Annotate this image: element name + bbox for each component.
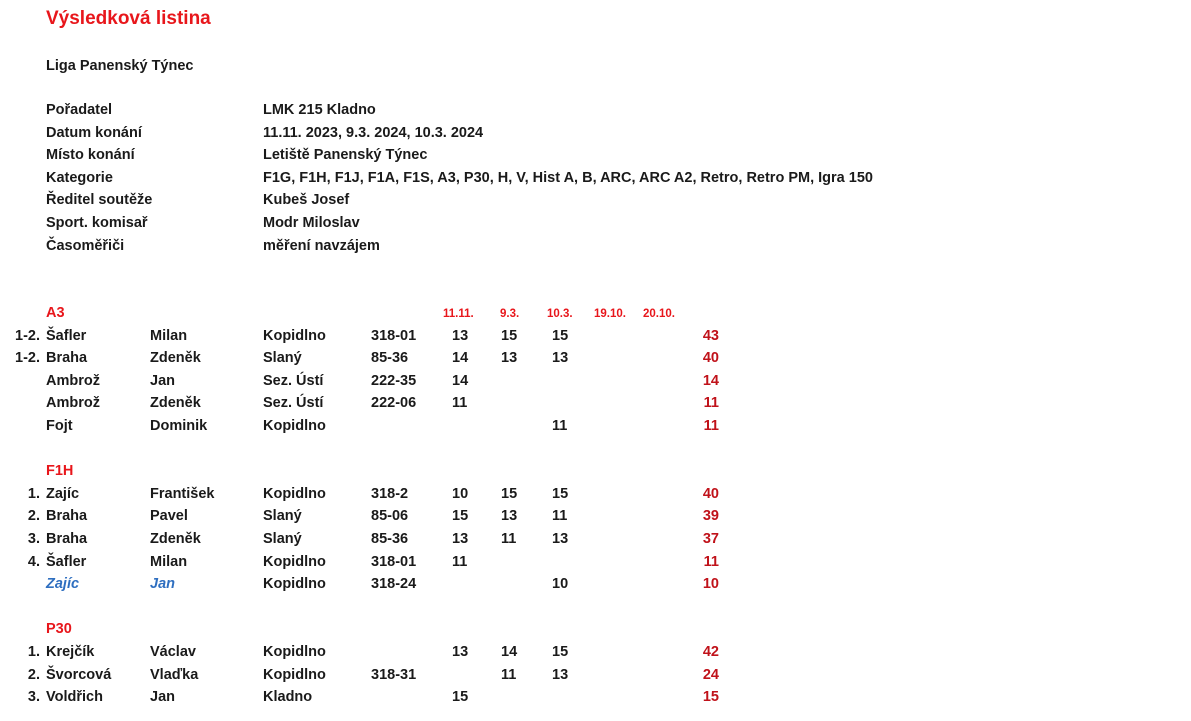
registration-number: 85-36 (371, 350, 409, 367)
league-name: Liga Panenský Týnec (46, 58, 194, 74)
club: Kopidlno (263, 553, 326, 570)
info-label: Ředitel soutěže (46, 192, 153, 209)
score-round-3: 15 (552, 485, 569, 502)
surname: Braha (46, 350, 88, 367)
rank: 1. (27, 644, 40, 660)
round-date-header: 9.3. (500, 308, 520, 320)
surname: Voldřich (46, 689, 103, 706)
surname: Krejčík (46, 644, 95, 660)
info-value: měření navzájem (263, 237, 380, 254)
total-score: 42 (702, 644, 719, 660)
info-label: Místo konání (46, 147, 135, 164)
category-heading: F1H (46, 463, 74, 480)
rank: 3. (27, 531, 40, 547)
total-score: 11 (703, 395, 719, 412)
club: Kopidlno (263, 644, 326, 660)
score-round-1: 11 (452, 395, 468, 412)
score-round-2: 11 (501, 666, 517, 683)
total-score: 24 (702, 666, 719, 683)
round-date-header: 19.10. (594, 308, 626, 320)
club: Kladno (263, 689, 313, 706)
total-score: 11 (703, 553, 719, 570)
surname: Šafler (46, 327, 87, 344)
score-round-1: 15 (452, 689, 469, 706)
total-score: 11 (703, 418, 719, 434)
surname: Braha (46, 508, 88, 525)
total-score: 40 (702, 485, 719, 502)
rank: 1-2. (15, 350, 40, 367)
first-name: František (150, 485, 215, 502)
total-score: 37 (702, 531, 719, 547)
info-value: Kubeš Josef (263, 192, 350, 209)
info-value: LMK 215 Kladno (263, 102, 376, 118)
total-score: 40 (702, 350, 719, 367)
club: Kopidlno (263, 418, 326, 434)
score-round-2: 15 (501, 485, 518, 502)
first-name: Zdeněk (150, 531, 201, 547)
score-round-3: 15 (552, 327, 569, 344)
score-round-3: 15 (552, 644, 569, 660)
score-round-2: 14 (501, 644, 518, 660)
info-value: 11.11. 2023, 9.3. 2024, 10.3. 2024 (263, 124, 484, 141)
registration-number: 222-35 (371, 372, 417, 389)
first-name: Pavel (150, 508, 188, 525)
surname: Zajíc (46, 485, 80, 502)
info-value: Modr Miloslav (263, 215, 360, 231)
info-label: Sport. komisař (46, 215, 148, 231)
score-round-1: 13 (452, 327, 469, 344)
score-round-3: 13 (552, 531, 569, 547)
registration-number: 318-24 (371, 576, 417, 593)
score-round-3: 13 (552, 350, 569, 367)
score-round-1: 14 (452, 350, 469, 367)
info-value: Letiště Panenský Týnec (263, 147, 428, 164)
score-round-2: 13 (501, 508, 518, 525)
rank: 3. (27, 689, 40, 706)
info-label: Pořadatel (46, 102, 113, 118)
first-name: Jan (150, 576, 175, 593)
score-round-1: 15 (452, 508, 469, 525)
first-name: Milan (150, 327, 188, 344)
total-score: 14 (702, 372, 719, 389)
total-score: 10 (702, 576, 719, 593)
surname: Braha (46, 531, 88, 547)
rank: 2. (27, 666, 40, 683)
surname: Fojt (46, 418, 73, 434)
score-round-1: 11 (452, 553, 468, 570)
score-round-3: 13 (552, 666, 569, 683)
first-name: Milan (150, 553, 188, 570)
rank: 1. (27, 485, 40, 502)
first-name: Jan (150, 689, 175, 706)
registration-number: 318-01 (371, 327, 417, 344)
total-score: 39 (702, 508, 719, 525)
info-label: Časoměřiči (46, 237, 125, 254)
surname: Ambrož (46, 395, 100, 412)
club: Sez. Ústí (263, 372, 324, 389)
round-date-header: 10.3. (547, 308, 573, 320)
total-score: 43 (702, 327, 719, 344)
page-title: Výsledková listina (46, 8, 211, 29)
surname: Švorcová (46, 666, 112, 683)
surname: Ambrož (46, 372, 100, 389)
registration-number: 85-36 (371, 531, 409, 547)
first-name: Jan (150, 372, 175, 389)
first-name: Zdeněk (150, 350, 201, 367)
rank: 4. (27, 553, 40, 570)
first-name: Dominik (150, 418, 208, 434)
category-heading: P30 (46, 621, 72, 638)
first-name: Václav (150, 644, 196, 660)
round-date-header: 11.11. (443, 308, 474, 320)
score-round-2: 15 (501, 327, 518, 344)
club: Slaný (263, 531, 302, 547)
round-date-header: 20.10. (643, 308, 675, 320)
score-round-1: 10 (452, 485, 469, 502)
info-label: Datum konání (46, 124, 142, 141)
category-heading: A3 (46, 305, 65, 321)
club: Slaný (263, 508, 302, 525)
registration-number: 318-2 (371, 485, 409, 502)
club: Slaný (263, 350, 302, 367)
total-score: 15 (702, 689, 719, 706)
info-label: Kategorie (46, 169, 113, 186)
registration-number: 222-06 (371, 395, 417, 412)
score-round-3: 11 (552, 508, 568, 525)
score-round-3: 11 (552, 418, 568, 434)
club: Kopidlno (263, 485, 326, 502)
rank: 1-2. (15, 327, 40, 344)
club: Kopidlno (263, 666, 326, 683)
score-round-3: 10 (552, 576, 569, 593)
info-value: F1G, F1H, F1J, F1A, F1S, A3, P30, H, V, Hist A, B, ARC, ARC A2, Retro, Retro PM, Igra 150 (263, 169, 873, 186)
score-round-2: 11 (501, 531, 517, 547)
registration-number: 85-06 (371, 508, 409, 525)
score-round-1: 14 (452, 372, 469, 389)
rank: 2. (27, 508, 40, 525)
first-name: Zdeněk (150, 395, 201, 412)
club: Kopidlno (263, 327, 326, 344)
registration-number: 318-31 (371, 666, 417, 683)
registration-number: 318-01 (371, 553, 417, 570)
surname: Šafler (46, 553, 87, 570)
first-name: Vlaďka (150, 666, 199, 683)
score-round-1: 13 (452, 531, 469, 547)
surname: Zajíc (46, 576, 80, 593)
club: Sez. Ústí (263, 395, 324, 412)
score-round-1: 13 (452, 644, 469, 660)
score-round-2: 13 (501, 350, 518, 367)
club: Kopidlno (263, 576, 326, 593)
